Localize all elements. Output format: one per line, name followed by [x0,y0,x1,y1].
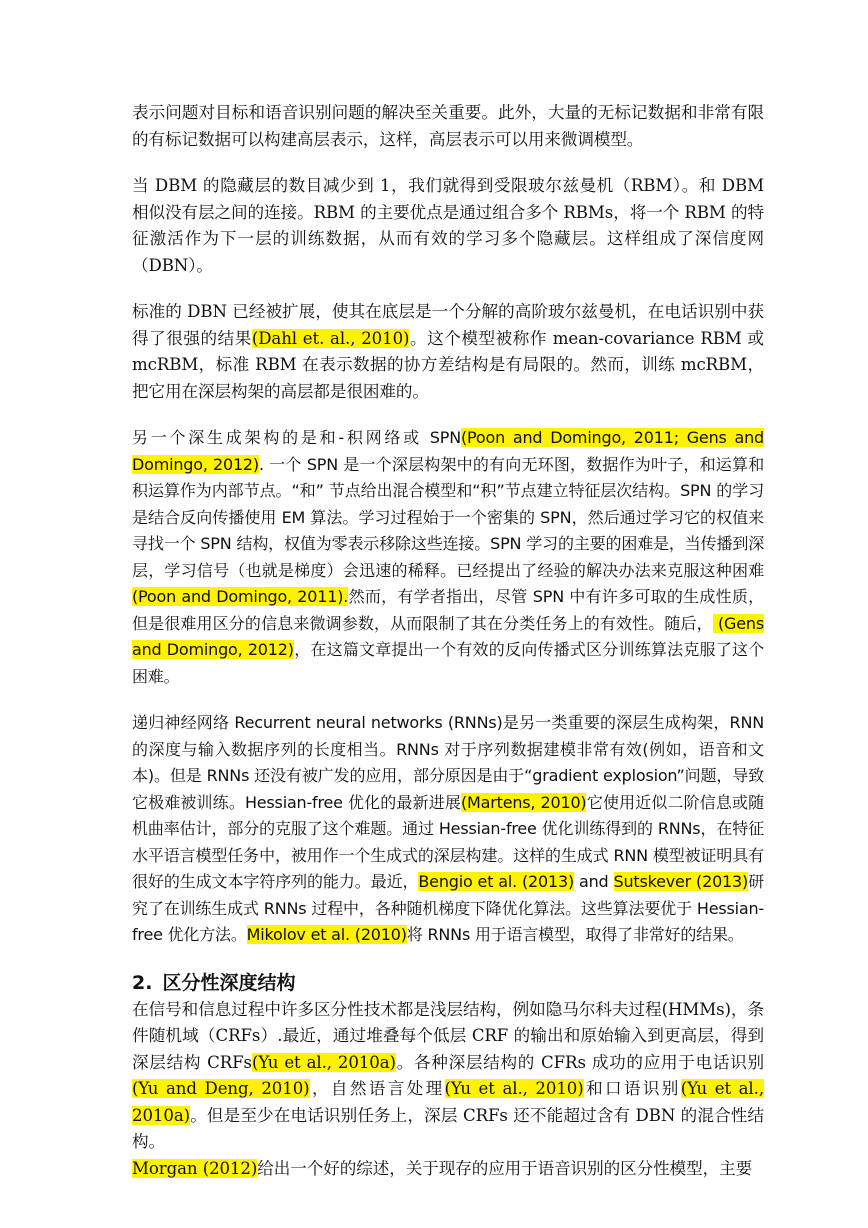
paragraph-crf [132,997,764,1156]
paragraph-2-text: 当 DBM 的隐藏层的数目减少到 1，我们就得到受限玻尔兹曼机（RBM）。和 DBM 相似没有层之间的连接。RBM 的主要优点是通过组合多个 RBMs，将一个 RBM 的特征激活作为下一层的训练数据，从而有效的学习多个隐藏层。这样组成了深信度网（DBN）。 [132,176,764,275]
paragraph-4-text-d: ，在这篇文章提出一个有效的反向传播式区分训练算法克服了这个困难。 [132,640,764,686]
paragraph-6-text-e: 。但是至少在电话识别任务上，深层 CRFs 还不能超过含有 DBN 的混合性结构。 [132,1105,764,1151]
citation-highlight: Mikolov et al. (2010) [246,925,407,944]
citation-highlight: (Yu et al., 2010a) [132,1079,764,1125]
paragraph-5-text-a: 递归神经网络 Recurrent neural networks (RNNs)是另一类重要的深层生成构架，RNN 的深度与输入数据序列的长度相当。RNNs 对于序列数据建模非常有效(例如，语音和文本)。但是 RNNs 还没有被广发的应用，部分原因是由于“gradient explosion”问题，导致它极难被训练。Hessian-free 优化的最新进展 [132,713,764,812]
paragraph-6-text-d: 和口语识别 [583,1079,681,1098]
paragraph-1 [132,100,764,153]
paragraph-6-text-c: ，自然语言处理 [309,1079,445,1098]
citation-highlight: (Poon and Domingo, 2011). [132,587,349,606]
citation-highlight: (Martens, 2010) [460,792,587,812]
paragraph-rnn [132,710,764,949]
paragraph-3-text-b: 。这个模型被称作 mean-covariance RBM 或 mcRBM，标准 RBM 在表示数据的协方差结构是有局限的。然而，训练 mcRBM，把它用在深层构架的高层都是很困难的。 [132,328,764,401]
paragraph-5-text-b: 它使用近似二阶信息或随机曲率估计，部分的克服了这个难题。通过 Hessian-free 优化训练得到的 RNNs，在特征水平语言模型任务中，被用作一个生成式的深层构建。这样的生成式 RNN 模型被证明具有很好的生成文本字符序列的能力。最近， [132,792,764,891]
citation-highlight: (Poon and Domingo, 2011; Gens and Domingo, 2012) [132,428,765,474]
paragraph-mcrbm [132,299,764,405]
paragraph-spn [132,425,764,690]
section-title: 区分性深度结构 [162,971,296,994]
section-heading [132,969,764,997]
paragraph-5-text-c: and [574,872,614,891]
paragraph-4-text-a: 另一个深生成架构的是和-积网络或 SPN [132,428,461,447]
paragraph-6-text-b: 。各种深层结构的 CFRs 成功的应用于电话识别 [395,1052,764,1072]
paragraph-4-text-c: 然而，有学者指出，尽管 SPN 中有许多可取的生成性质，但是很难用区分的信息来微调参数，从而限制了其在分类任务上的有效性。随后， [132,587,764,633]
section-number: 2. [132,971,153,994]
citation-highlight: (Gens and Domingo, 2012) [132,613,764,659]
citation-highlight: (Dahl et. al., 2010) [251,328,410,348]
paragraph-1-text: 表示问题对目标和语音识别问题的解决至关重要。此外，大量的无标记数据和非常有限的有标记数据可以构建高层表示，这样，高层表示可以用来微调模型。 [132,103,764,149]
paragraph-3-text-a: 标准的 DBN 已经被扩展，使其在底层是一个分解的高阶玻尔兹曼机，在电话识别中获得了很强的结果 [132,302,764,348]
paragraph-5-text-d: 研究了在训练生成式 RNNs 过程中，各种随机梯度下降优化算法。这些算法要优于 Hessian-free 优化方法。 [132,872,764,944]
paragraph-morgan [132,1156,764,1183]
paragraph-6-text-a: 在信号和信息过程中许多区分性技术都是浅层结构，例如隐马尔科夫过程(HMMs)，条件随机域（CRFs）.最近，通过堆叠每个低层 CRF 的输出和原始输入到更高层，得到深层结构 CRFs [132,999,764,1072]
citation-highlight: Bengio et al. (2013) [418,872,575,891]
citation-highlight: (Yu et al., 2010a) [251,1052,396,1072]
paragraph-7-text: 给出一个好的综述，关于现存的应用于语音识别的区分性模型，主要 [257,1158,753,1178]
paragraph-4-text-b: . 一个 SPN 是一个深层构架中的有向无环图，数据作为叶子，和运算和积运算作为内部节点。“和” 节点给出混合模型和“积”节点建立特征层次结构。SPN 的学习是结合反向传播使用 EM 算法。学习过程始于一个密集的 SPN，然后通过学习它的权值来寻找一个 SPN 结构，权值为零表示移除这些连接。SPN 学习的主要的困难是，当传播到深层，学习信号（也就是梯度）会迅速的稀释。已经提出了经验的解决办法来克服这种困难 [132,454,765,580]
citation-highlight: Sutskever (2013) [613,872,749,891]
citation-highlight: Morgan (2012) [132,1158,258,1178]
citation-highlight: (Yu and Deng, 2010) [132,1079,310,1098]
document-page [132,100,764,1182]
citation-highlight: (Yu et al., 2010) [444,1079,584,1098]
paragraph-5-text-e: 将 RNNs 用于语言模型，取得了非常好的结果。 [406,925,744,944]
paragraph-dbm-rbm [132,173,764,279]
